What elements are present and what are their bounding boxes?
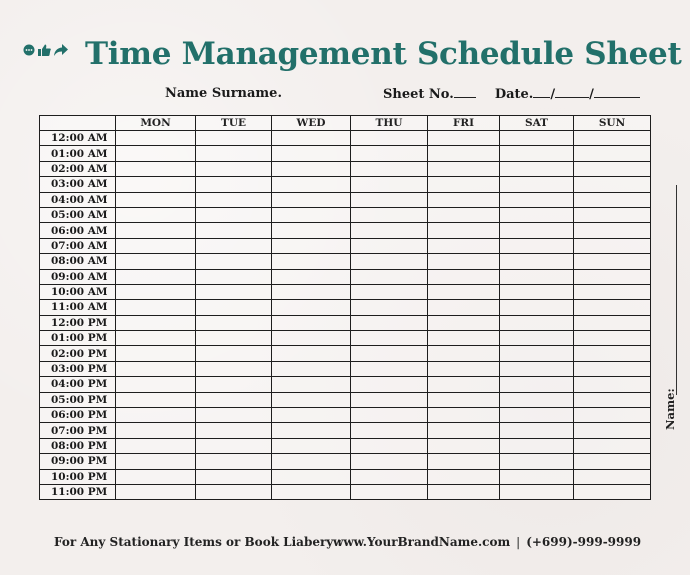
table-row	[40, 377, 651, 392]
schedule-cell-fri[interactable]	[428, 423, 500, 438]
schedule-cell-fri[interactable]	[428, 361, 500, 376]
schedule-cell-wed[interactable]	[272, 269, 351, 284]
schedule-cell-sun[interactable]	[574, 408, 651, 423]
schedule-cell-tue[interactable]	[196, 392, 272, 407]
schedule-cell-fri[interactable]	[428, 346, 500, 361]
schedule-cell-sun[interactable]	[574, 269, 651, 284]
schedule-cell-tue[interactable]	[196, 331, 272, 346]
schedule-cell-tue[interactable]	[196, 361, 272, 376]
schedule-cell-wed[interactable]	[272, 377, 351, 392]
time-label: 10:00 PM	[40, 469, 116, 484]
schedule-cell-thu[interactable]	[351, 377, 428, 392]
schedule-cell-mon[interactable]	[116, 454, 196, 469]
schedule-cell-fri[interactable]	[428, 146, 500, 161]
table-row	[40, 192, 651, 207]
schedule-cell-sun[interactable]	[574, 469, 651, 484]
schedule-cell-tue[interactable]	[196, 131, 272, 146]
schedule-cell-sun[interactable]	[574, 284, 651, 299]
table-row	[40, 331, 651, 346]
schedule-cell-sat[interactable]	[500, 408, 574, 423]
schedule-cell-sat[interactable]	[500, 392, 574, 407]
schedule-cell-wed[interactable]	[272, 469, 351, 484]
schedule-cell-fri[interactable]	[428, 377, 500, 392]
schedule-table	[39, 115, 651, 500]
schedule-cell-fri[interactable]	[428, 269, 500, 284]
schedule-cell-tue[interactable]	[196, 269, 272, 284]
schedule-cell-wed[interactable]	[272, 392, 351, 407]
schedule-cell-sun[interactable]	[574, 438, 651, 453]
time-label: 08:00 AM	[40, 254, 116, 269]
schedule-cell-tue[interactable]	[196, 177, 272, 192]
schedule-cell-wed[interactable]	[272, 484, 351, 499]
sheet-no-label: Sheet No.	[383, 87, 454, 102]
schedule-cell-mon[interactable]	[116, 408, 196, 423]
schedule-cell-mon[interactable]	[116, 284, 196, 299]
schedule-cell-sun[interactable]	[574, 423, 651, 438]
schedule-cell-thu[interactable]	[351, 408, 428, 423]
schedule-cell-thu[interactable]	[351, 254, 428, 269]
footer-website-link[interactable]: www.YourBrandName.com	[333, 535, 511, 549]
column-header-mon: MON	[116, 116, 196, 131]
schedule-cell-wed[interactable]	[272, 161, 351, 176]
table-row	[40, 207, 651, 222]
schedule-cell-fri[interactable]	[428, 469, 500, 484]
schedule-cell-wed[interactable]	[272, 238, 351, 253]
schedule-cell-wed[interactable]	[272, 146, 351, 161]
schedule-cell-sat[interactable]	[500, 207, 574, 222]
schedule-cell-mon[interactable]	[116, 377, 196, 392]
schedule-cell-sun[interactable]	[574, 146, 651, 161]
schedule-cell-tue[interactable]	[196, 207, 272, 222]
schedule-cell-mon[interactable]	[116, 346, 196, 361]
schedule-cell-fri[interactable]	[428, 192, 500, 207]
schedule-cell-mon[interactable]	[116, 300, 196, 315]
schedule-cell-sat[interactable]	[500, 177, 574, 192]
chat-bubble-icon[interactable]	[23, 44, 35, 56]
schedule-cell-mon[interactable]	[116, 131, 196, 146]
schedule-cell-fri[interactable]	[428, 392, 500, 407]
schedule-cell-mon[interactable]	[116, 223, 196, 238]
schedule-cell-sun[interactable]	[574, 161, 651, 176]
schedule-cell-mon[interactable]	[116, 315, 196, 330]
schedule-cell-sun[interactable]	[574, 315, 651, 330]
time-label: 02:00 AM	[40, 161, 116, 176]
share-arrow-icon[interactable]	[54, 44, 68, 56]
schedule-cell-thu[interactable]	[351, 161, 428, 176]
schedule-cell-thu[interactable]	[351, 315, 428, 330]
schedule-cell-sat[interactable]	[500, 300, 574, 315]
time-label: 06:00 PM	[40, 408, 116, 423]
table-row	[40, 177, 651, 192]
schedule-cell-wed[interactable]	[272, 346, 351, 361]
schedule-cell-mon[interactable]	[116, 469, 196, 484]
table-row	[40, 146, 651, 161]
table-row	[40, 300, 651, 315]
footer-text: For Any Stationary Items or Book Liabery :	[54, 535, 342, 549]
schedule-cell-sun[interactable]	[574, 238, 651, 253]
table-row	[40, 131, 651, 146]
side-name-line[interactable]	[676, 185, 677, 395]
table-row	[40, 361, 651, 376]
time-label: 11:00 AM	[40, 300, 116, 315]
schedule-cell-sat[interactable]	[500, 469, 574, 484]
schedule-cell-tue[interactable]	[196, 408, 272, 423]
schedule-cell-thu[interactable]	[351, 300, 428, 315]
schedule-cell-fri[interactable]	[428, 177, 500, 192]
schedule-cell-sat[interactable]	[500, 254, 574, 269]
schedule-cell-sat[interactable]	[500, 146, 574, 161]
table-row	[40, 238, 651, 253]
table-row	[40, 454, 651, 469]
column-header-wed: WED	[272, 116, 351, 131]
schedule-cell-fri[interactable]	[428, 161, 500, 176]
schedule-cell-tue[interactable]	[196, 484, 272, 499]
schedule-cell-wed[interactable]	[272, 361, 351, 376]
schedule-cell-mon[interactable]	[116, 146, 196, 161]
table-row	[40, 346, 651, 361]
schedule-cell-fri[interactable]	[428, 331, 500, 346]
schedule-cell-sat[interactable]	[500, 454, 574, 469]
time-label: 05:00 PM	[40, 392, 116, 407]
schedule-cell-mon[interactable]	[116, 254, 196, 269]
schedule-cell-mon[interactable]	[116, 423, 196, 438]
schedule-cell-sat[interactable]	[500, 223, 574, 238]
schedule-cell-wed[interactable]	[272, 408, 351, 423]
time-label: 01:00 PM	[40, 331, 116, 346]
schedule-cell-mon[interactable]	[116, 361, 196, 376]
schedule-cell-thu[interactable]	[351, 346, 428, 361]
schedule-cell-thu[interactable]	[351, 238, 428, 253]
schedule-cell-sat[interactable]	[500, 423, 574, 438]
schedule-cell-thu[interactable]	[351, 438, 428, 453]
schedule-cell-tue[interactable]	[196, 346, 272, 361]
schedule-cell-sun[interactable]	[574, 361, 651, 376]
name-surname-label: Name Surname.	[165, 86, 282, 101]
schedule-cell-fri[interactable]	[428, 223, 500, 238]
schedule-cell-mon[interactable]	[116, 177, 196, 192]
schedule-cell-sun[interactable]	[574, 331, 651, 346]
schedule-cell-thu[interactable]	[351, 177, 428, 192]
schedule-cell-thu[interactable]	[351, 469, 428, 484]
time-label: 10:00 AM	[40, 284, 116, 299]
schedule-cell-tue[interactable]	[196, 438, 272, 453]
schedule-cell-sun[interactable]	[574, 192, 651, 207]
schedule-cell-sat[interactable]	[500, 284, 574, 299]
schedule-cell-tue[interactable]	[196, 469, 272, 484]
schedule-cell-sun[interactable]	[574, 131, 651, 146]
column-header-thu: THU	[351, 116, 428, 131]
schedule-cell-tue[interactable]	[196, 238, 272, 253]
schedule-cell-tue[interactable]	[196, 254, 272, 269]
schedule-cell-thu[interactable]	[351, 392, 428, 407]
schedule-cell-thu[interactable]	[351, 331, 428, 346]
schedule-cell-wed[interactable]	[272, 207, 351, 222]
schedule-cell-sun[interactable]	[574, 207, 651, 222]
schedule-cell-wed[interactable]	[272, 254, 351, 269]
schedule-cell-thu[interactable]	[351, 192, 428, 207]
schedule-cell-sun[interactable]	[574, 346, 651, 361]
schedule-cell-fri[interactable]	[428, 207, 500, 222]
footer-phone: (+699)-999-9999	[526, 535, 642, 549]
table-row	[40, 269, 651, 284]
schedule-cell-mon[interactable]	[116, 161, 196, 176]
schedule-cell-fri[interactable]	[428, 238, 500, 253]
schedule-cell-fri[interactable]	[428, 454, 500, 469]
time-label: 07:00 PM	[40, 423, 116, 438]
schedule-cell-mon[interactable]	[116, 238, 196, 253]
schedule-body	[40, 131, 651, 500]
schedule-cell-wed[interactable]	[272, 131, 351, 146]
footer-separator: |	[516, 535, 521, 549]
table-row	[40, 408, 651, 423]
time-label: 05:00 AM	[40, 207, 116, 222]
schedule-cell-mon[interactable]	[116, 192, 196, 207]
schedule-cell-sat[interactable]	[500, 161, 574, 176]
schedule-cell-sat[interactable]	[500, 484, 574, 499]
schedule-cell-thu[interactable]	[351, 131, 428, 146]
schedule-cell-tue[interactable]	[196, 284, 272, 299]
time-label: 07:00 AM	[40, 238, 116, 253]
table-row	[40, 254, 651, 269]
schedule-cell-wed[interactable]	[272, 315, 351, 330]
table-row	[40, 423, 651, 438]
schedule-cell-fri[interactable]	[428, 315, 500, 330]
date-separator: /	[589, 87, 594, 102]
column-header-time	[40, 116, 116, 131]
schedule-cell-wed[interactable]	[272, 284, 351, 299]
table-row	[40, 392, 651, 407]
table-row	[40, 438, 651, 453]
table-row	[40, 469, 651, 484]
schedule-cell-sun[interactable]	[574, 177, 651, 192]
time-label: 09:00 AM	[40, 269, 116, 284]
schedule-cell-mon[interactable]	[116, 331, 196, 346]
schedule-cell-sun[interactable]	[574, 392, 651, 407]
time-label: 03:00 AM	[40, 177, 116, 192]
schedule-cell-thu[interactable]	[351, 423, 428, 438]
schedule-cell-thu[interactable]	[351, 146, 428, 161]
schedule-cell-tue[interactable]	[196, 377, 272, 392]
schedule-cell-thu[interactable]	[351, 454, 428, 469]
schedule-cell-tue[interactable]	[196, 146, 272, 161]
schedule-cell-wed[interactable]	[272, 300, 351, 315]
schedule-cell-sat[interactable]	[500, 438, 574, 453]
schedule-cell-sat[interactable]	[500, 269, 574, 284]
footer-contact	[333, 535, 641, 549]
schedule-cell-sun[interactable]	[574, 454, 651, 469]
table-row	[40, 223, 651, 238]
schedule-cell-thu[interactable]	[351, 269, 428, 284]
sheet-date-line	[383, 86, 640, 102]
table-row	[40, 315, 651, 330]
schedule-cell-sat[interactable]	[500, 131, 574, 146]
date-year-field[interactable]	[594, 86, 640, 98]
schedule-cell-tue[interactable]	[196, 423, 272, 438]
schedule-cell-wed[interactable]	[272, 192, 351, 207]
schedule-cell-mon[interactable]	[116, 484, 196, 499]
schedule-cell-tue[interactable]	[196, 315, 272, 330]
time-label: 09:00 PM	[40, 454, 116, 469]
schedule-cell-sat[interactable]	[500, 346, 574, 361]
schedule-cell-wed[interactable]	[272, 331, 351, 346]
time-label: 03:00 PM	[40, 361, 116, 376]
schedule-cell-sat[interactable]	[500, 377, 574, 392]
schedule-cell-thu[interactable]	[351, 207, 428, 222]
schedule-cell-fri[interactable]	[428, 484, 500, 499]
schedule-cell-sun[interactable]	[574, 484, 651, 499]
time-label: 01:00 AM	[40, 146, 116, 161]
table-row	[40, 161, 651, 176]
time-label: 12:00 AM	[40, 131, 116, 146]
column-header-fri: FRI	[428, 116, 500, 131]
schedule-cell-thu[interactable]	[351, 284, 428, 299]
schedule-cell-fri[interactable]	[428, 284, 500, 299]
schedule-cell-mon[interactable]	[116, 392, 196, 407]
schedule-cell-sat[interactable]	[500, 238, 574, 253]
schedule-cell-fri[interactable]	[428, 254, 500, 269]
schedule-cell-fri[interactable]	[428, 131, 500, 146]
time-label: 02:00 PM	[40, 346, 116, 361]
schedule-cell-wed[interactable]	[272, 177, 351, 192]
column-header-sat: SAT	[500, 116, 574, 131]
column-header-sun: SUN	[574, 116, 651, 131]
time-label: 04:00 AM	[40, 192, 116, 207]
schedule-cell-mon[interactable]	[116, 269, 196, 284]
schedule-cell-sat[interactable]	[500, 331, 574, 346]
date-label: Date.	[494, 87, 534, 102]
schedule-cell-fri[interactable]	[428, 438, 500, 453]
schedule-cell-mon[interactable]	[116, 438, 196, 453]
schedule-cell-mon[interactable]	[116, 207, 196, 222]
table-row	[40, 484, 651, 499]
sheet-no-field[interactable]	[454, 86, 476, 98]
schedule-cell-sat[interactable]	[500, 361, 574, 376]
schedule-cell-tue[interactable]	[196, 161, 272, 176]
schedule-cell-sat[interactable]	[500, 192, 574, 207]
page-title: Time Management Schedule Sheet	[85, 36, 682, 72]
table-row	[40, 284, 651, 299]
thumbs-up-icon[interactable]	[38, 44, 51, 56]
time-label: 08:00 PM	[40, 438, 116, 453]
schedule-cell-tue[interactable]	[196, 300, 272, 315]
schedule-cell-wed[interactable]	[272, 438, 351, 453]
date-separator: /	[550, 87, 556, 102]
schedule-cell-tue[interactable]	[196, 454, 272, 469]
header-icons	[23, 44, 68, 56]
header-row	[40, 116, 651, 131]
side-name-label: Name:	[663, 388, 677, 430]
schedule-cell-wed[interactable]	[272, 423, 351, 438]
schedule-cell-thu[interactable]	[351, 223, 428, 238]
schedule-cell-sun[interactable]	[574, 300, 651, 315]
schedule-cell-sun[interactable]	[574, 254, 651, 269]
time-label: 11:00 PM	[40, 484, 116, 499]
schedule-cell-tue[interactable]	[196, 223, 272, 238]
column-header-tue: TUE	[196, 116, 272, 131]
schedule-cell-sun[interactable]	[574, 223, 651, 238]
schedule-cell-thu[interactable]	[351, 484, 428, 499]
schedule-cell-wed[interactable]	[272, 223, 351, 238]
time-label: 06:00 AM	[40, 223, 116, 238]
schedule-cell-fri[interactable]	[428, 300, 500, 315]
schedule-cell-fri[interactable]	[428, 408, 500, 423]
schedule-cell-sun[interactable]	[574, 377, 651, 392]
time-label: 12:00 PM	[40, 315, 116, 330]
schedule-cell-sat[interactable]	[500, 315, 574, 330]
schedule-cell-wed[interactable]	[272, 454, 351, 469]
date-day-field[interactable]	[533, 86, 550, 98]
schedule-cell-thu[interactable]	[351, 361, 428, 376]
schedule-cell-tue[interactable]	[196, 192, 272, 207]
time-label: 04:00 PM	[40, 377, 116, 392]
date-month-field[interactable]	[555, 86, 589, 98]
